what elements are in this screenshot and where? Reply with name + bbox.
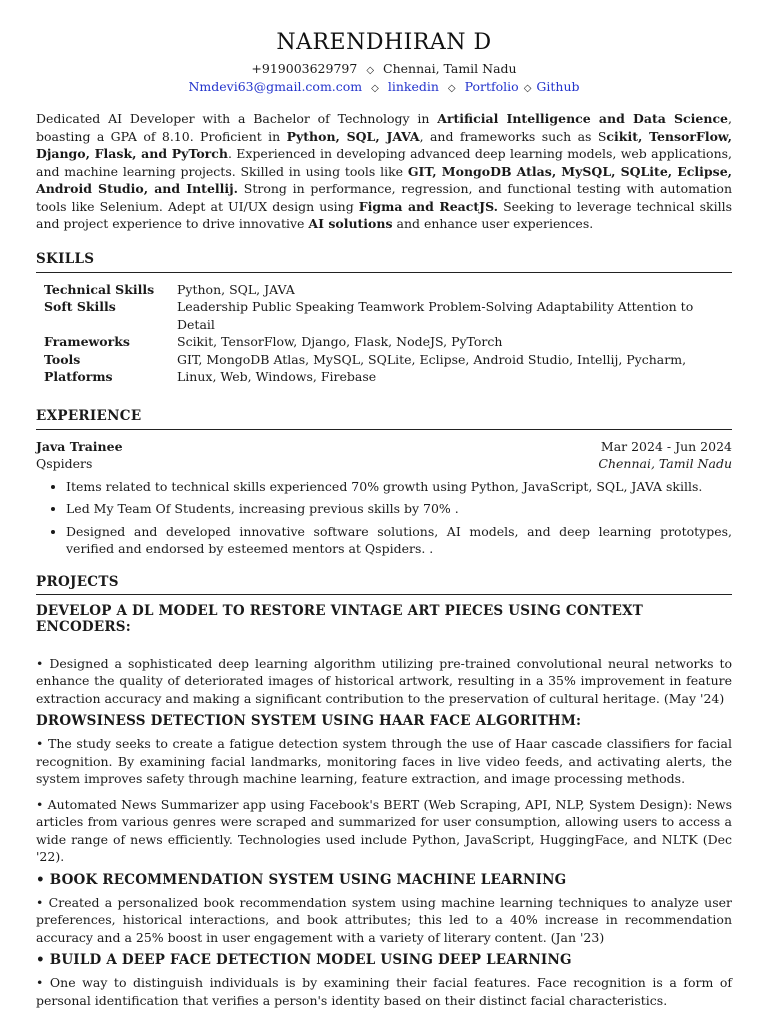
project-description: • Created a personalized book recommendation system using machine learning techniques to analyze user preferences, historical interactions, and book attributes; this led to a 40% increase in recommendation accuracy and a 25% boost in user engagement with a variety of literary content. (Jan '23)	[36, 894, 732, 945]
skill-category: Soft Skills	[44, 299, 116, 314]
portfolio-link[interactable]: Portfolio	[464, 79, 519, 94]
summary-paragraph	[36, 110, 732, 233]
summary-text: and enhance user experiences.	[392, 216, 594, 231]
experience-bullets	[36, 478, 732, 558]
job-location: Chennai, Tamil Nadu	[598, 455, 732, 471]
skill-row	[36, 333, 732, 351]
diamond-separator-icon: ◇	[366, 65, 375, 76]
summary-highlight: Artificial Intelligence and Data Science	[437, 111, 729, 126]
skills-heading: SKILLS	[36, 251, 732, 273]
contact-line	[36, 61, 732, 76]
summary-text: Seeking to leverage technical skills and project experience to drive innovative	[36, 198, 732, 231]
skill-value: Leadership Public Speaking Teamwork Problem-Solving Adaptability Attention to Detail	[177, 299, 694, 332]
skill-category: Tools	[44, 351, 81, 367]
summary-highlight: cikit, TensorFlow, Django, Flask, and PyTorch	[36, 128, 732, 161]
github-link[interactable]: Github	[536, 79, 580, 94]
location-text: Chennai, Tamil Nadu	[383, 61, 517, 76]
links-line	[36, 79, 732, 94]
project-description: • Designed a sophisticated deep learning algorithm utilizing pre-trained convolutional neural networks to enhance the quality of deteriorated images of historical artwork, resulting in a 35% improvement in feature extraction accuracy and making a significant contribution to the preservation of cultural heritage. (May '24)	[36, 655, 732, 706]
skill-value: GIT, MongoDB Atlas, MySQL, SQLite, Eclipse, Android Studio, Intellij, Pycharm,	[177, 351, 687, 367]
project-description: • One way to distinguish individuals is by examining their facial features. Face recognition is a form of personal identification that verifies a person's identity based on their distinct facial characteristics.	[36, 975, 732, 1008]
resume-page	[36, 0, 732, 1009]
skill-value: Linux, Web, Windows, Firebase	[177, 369, 377, 384]
summary-text: Strong in performance, regression, and functional testing with automation tools like Selenium. Adept at UI/UX design using	[36, 181, 732, 214]
summary-text: , boasting a GPA of 8.10. Proficient in	[36, 111, 732, 144]
skill-category: Frameworks	[44, 334, 130, 349]
job-header	[36, 438, 732, 455]
list-item: • Designed and developed innovative software solutions, AI models, and deep learning prototypes, verified and endorsed by esteemed mentors at Qspiders. .	[66, 523, 732, 558]
projects-divider	[36, 594, 732, 595]
summary-text: . Experienced in developing advanced deep learning models, web applications, and machine learning projects. Skilled in using tools like	[36, 146, 733, 179]
skill-row	[36, 368, 732, 386]
skills-table	[36, 281, 732, 386]
experience-heading: EXPERIENCE	[36, 408, 732, 430]
skill-row	[36, 281, 732, 299]
diamond-separator-icon: ◇	[371, 83, 379, 94]
summary-text: , and frameworks such as S	[419, 128, 607, 144]
project-description: • The study seeks to create a fatigue detection system through the use of Haar cascade classifiers for facial recognition. By examining facial landmarks, monitoring faces in live video feeds, and activating alerts, the system improves safety through machine learning, feature extraction, and image processing methods.	[36, 736, 732, 786]
job-dates: Mar 2024 - Jun 2024	[600, 438, 732, 454]
summary-highlight: AI solutions	[308, 216, 393, 231]
diamond-separator-icon: ◇	[447, 83, 456, 94]
phone-number: +919003629797	[251, 61, 358, 76]
project-title: • BUILD A DEEP FACE DETECTION MODEL USING DEEP LEARNING	[36, 952, 572, 968]
summary-highlight: Python, SQL, JAVA	[286, 128, 420, 144]
summary-highlight: Figma and ReactJS.	[358, 198, 499, 214]
summary-text: Dedicated AI Developer with a Bachelor of Technology in	[36, 111, 438, 126]
candidate-name: NARENDHIRAN D	[276, 30, 492, 55]
spacer	[36, 635, 732, 651]
diamond-separator-icon: ◇	[523, 83, 532, 94]
linkedin-link[interactable]: linkedin	[387, 79, 439, 94]
skill-value: Scikit, TensorFlow, Django, Flask, NodeJS, PyTorch	[177, 334, 503, 349]
job-subheader	[36, 455, 732, 472]
project-title: • BOOK RECOMMENDATION SYSTEM USING MACHINE LEARNING	[36, 871, 567, 888]
list-item: • Led My Team Of Students, increasing previous skills by 70% .	[66, 500, 732, 518]
skill-row	[36, 351, 732, 369]
skill-value: Python, SQL, JAVA	[177, 281, 295, 297]
project-title: DROWSINESS DETECTION SYSTEM USING HAAR FACE ALGORITHM:	[36, 713, 582, 729]
job-role: Java Trainee	[36, 438, 123, 454]
project-description: • Automated News Summarizer app using Facebook's BERT (Web Scraping, API, NLP, System Design): News articles from various genres were scraped and summarized for user consumption, allowing users to access a wide range of news efficiently. Technologies used include Python, JavaScript, HuggingFace, and NLTK (Dec '22).	[36, 796, 732, 864]
email-link[interactable]: Nmdevi63@gmail.com.com	[188, 79, 363, 94]
project-title: DEVELOP A DL MODEL TO RESTORE VINTAGE ART PIECES USING CONTEXT ENCODERS:	[36, 602, 643, 635]
skill-row	[36, 298, 732, 333]
skill-category: Platforms	[44, 369, 113, 384]
job-company: Qspiders	[36, 455, 93, 471]
skill-category: Technical Skills	[44, 281, 155, 297]
projects-heading: PROJECTS	[36, 573, 119, 590]
list-item: • Items related to technical skills experienced 70% growth using Python, JavaScript, SQL, JAVA skills.	[66, 478, 732, 496]
summary-highlight: GIT, MongoDB Atlas, MySQL, SQLite, Eclipse, Android Studio, and Intellij.	[36, 163, 732, 196]
